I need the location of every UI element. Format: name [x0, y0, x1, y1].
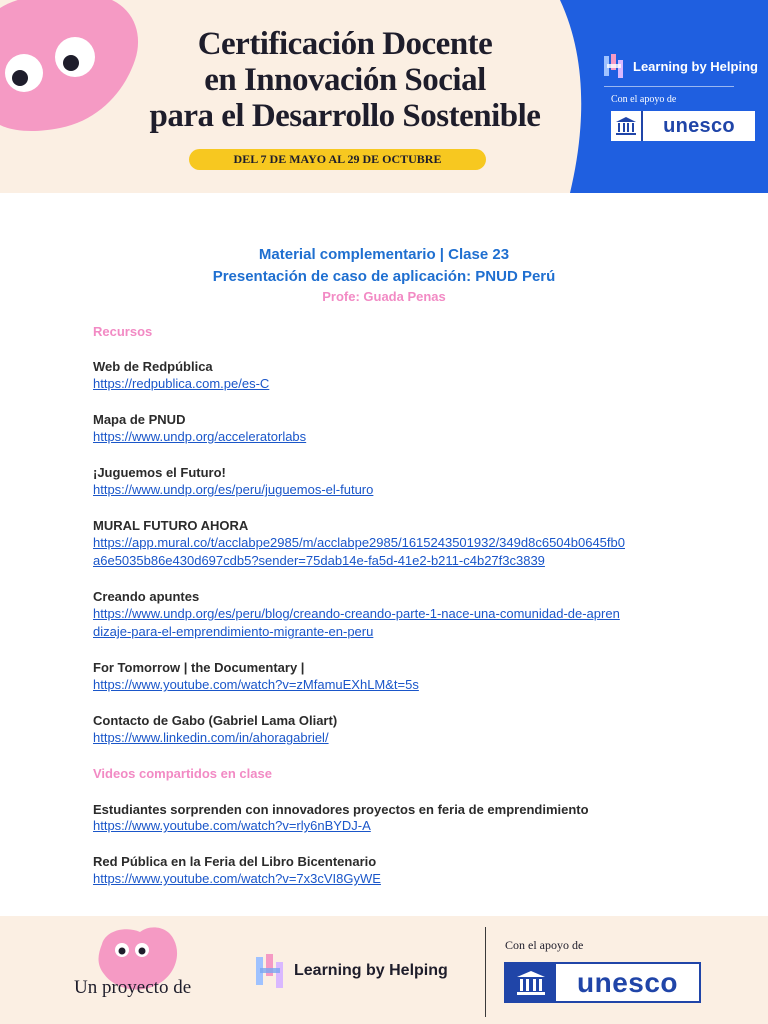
professor-name: Profe: Guada Penas: [322, 289, 446, 304]
unesco-wordmark: unesco: [663, 114, 735, 137]
section-label-videos: Videos compartidos en clase: [93, 766, 272, 781]
resource-title: Web de Redpública: [93, 359, 213, 374]
unesco-temple-icon: [506, 964, 556, 1001]
banner-title: [120, 26, 570, 134]
section-label-recursos: Recursos: [93, 324, 153, 339]
resource-link[interactable]: https://www.undp.org/es/peru/blog/creando-creando-parte-1-nace-una-comunidad-de-apren: [93, 606, 620, 621]
support-label: Con el apoyo de: [611, 94, 677, 105]
lbh-logo-icon: [604, 54, 626, 78]
resource-link[interactable]: https://www.youtube.com/watch?v=zMfamuEXhLM&t=5s: [93, 677, 419, 692]
resource-title: Creando apuntes: [93, 589, 200, 604]
resource-title: Mapa de PNUD: [93, 412, 186, 427]
support-label-footer: Con el apoyo de: [505, 938, 584, 952]
resource-link-continued[interactable]: a6e5035b86e430d697cdb5?sender=75dab14e-fa5d-41e2-b211-c4b27f3c3839: [93, 553, 545, 568]
unesco-logo-footer: [504, 962, 701, 1003]
banner-title-line-3: para el Desarrollo Sostenible: [149, 98, 541, 134]
resource-link-continued[interactable]: dizaje-para-el-emprendimiento-migrante-en-peru: [93, 624, 374, 639]
resource-title: MURAL FUTURO AHORA: [93, 518, 249, 533]
unesco-wordmark: unesco: [576, 966, 679, 998]
date-range-badge: DEL 7 DE MAYO AL 29 DE OCTUBRE: [189, 149, 486, 170]
unesco-temple-icon: [611, 111, 643, 141]
banner-title-line-2: en Innovación Social: [204, 62, 486, 98]
project-label: Un proyecto de: [74, 977, 192, 998]
lbh-brand-text: Learning by Helping: [633, 58, 758, 74]
unesco-logo: [611, 111, 755, 141]
document-heading: Material complementario | Clase 23: [258, 246, 510, 263]
resource-link[interactable]: https://www.linkedin.com/in/ahoragabriel/: [93, 730, 329, 745]
header-banner: [0, 0, 768, 193]
banner-title-line-1: Certificación Docente: [197, 26, 493, 62]
header-divider: [604, 86, 734, 87]
resource-title: ¡Juguemos el Futuro!: [93, 465, 226, 480]
document-subheading: Presentación de caso de aplicación: PNUD Perú: [212, 268, 556, 285]
resource-link[interactable]: https://www.undp.org/acceleratorlabs: [93, 429, 307, 444]
resource-title: Contacto de Gabo (Gabriel Lama Oliart): [93, 713, 338, 728]
video-link[interactable]: https://www.youtube.com/watch?v=rly6nBYDJ-A: [93, 818, 371, 833]
video-title: Estudiantes sorprenden con innovadores proyectos en feria de emprendimiento: [93, 802, 589, 817]
learning-by-helping-logo-footer: [256, 954, 448, 988]
video-title: Red Pública en la Feria del Libro Bicentenario: [93, 854, 377, 869]
resource-link[interactable]: https://www.undp.org/es/peru/juguemos-el-futuro: [93, 482, 374, 497]
footer-divider: [485, 927, 486, 1017]
video-link[interactable]: https://www.youtube.com/watch?v=7x3cVI8GyWE: [93, 871, 381, 886]
resource-link[interactable]: https://redpublica.com.pe/es-C: [93, 376, 270, 391]
learning-by-helping-logo: [604, 53, 758, 79]
lbh-logo-icon: [256, 954, 286, 988]
lbh-brand-text: Learning by Helping: [294, 962, 448, 979]
resource-title: For Tomorrow | the Documentary |: [93, 660, 305, 675]
resource-link[interactable]: https://app.mural.co/t/acclabpe2985/m/acclabpe2985/1615243501932/349d8c6504b0645fb0: [93, 535, 625, 550]
